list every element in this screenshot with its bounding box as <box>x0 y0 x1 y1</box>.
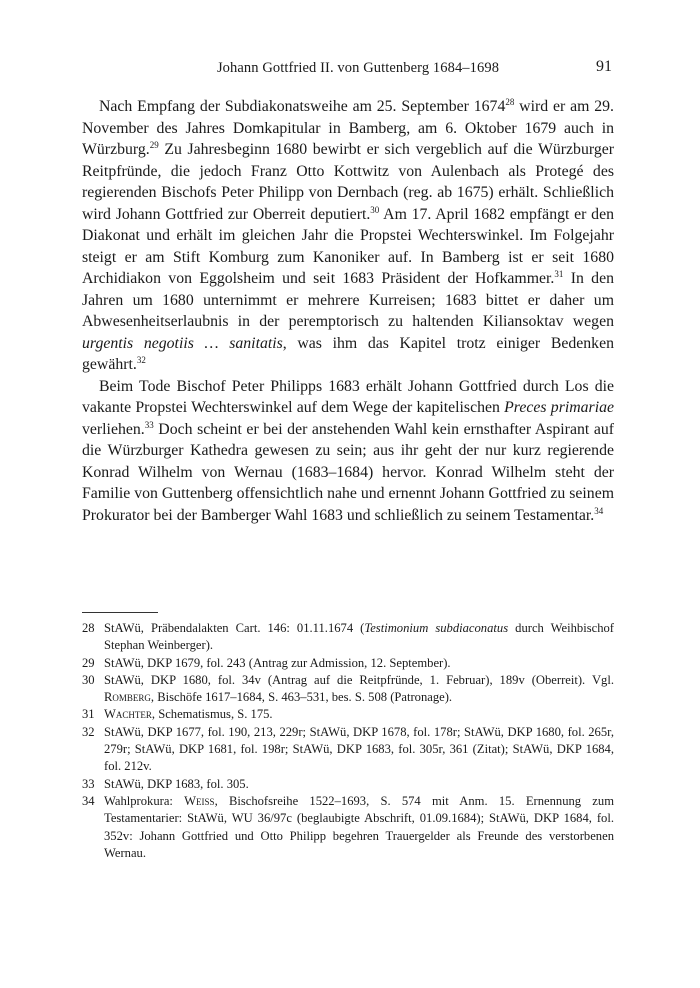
footnote <box>82 776 614 793</box>
text-run: Nach Empfang der Subdiakonatsweihe am 25. September 1674 <box>99 98 506 115</box>
text-run: Beim Tode Bischof Peter Philipps 1683 erhält Johann Gottfried durch Los die vakante Propstei Wechterswinkel auf dem Wege der kapitelischen <box>82 377 614 416</box>
text-run: , Bischofsreihe 1522–1693, S. 574 mit Anm. 15. Ernennung zum Testamentarier: StAWü, WU 36/97c (beglaubigte Abschrift, 01.09.1684); StAWü, DKP 1684, fol. 352v: Johann Gottfried und Otto Philipp begehren Trauergelder als Freunde des verstorbenen Wernau. <box>104 793 614 860</box>
footnote-reference: 31 <box>554 269 564 279</box>
text-run: Zu Jahresbeginn 1680 bewirbt er sich vergeblich auf die Würzburger Reitpfründe, die jedoch Franz Otto Kottwitz von Aulenbach als Protegé des regierenden Bischofs Peter Philipp von Dernbach (reg. ab 1675) erhält. Schließlich wird Johann Gottfried zur Oberreit deputiert. <box>82 141 614 223</box>
author-name: Weiss <box>184 793 215 808</box>
author-name: Wachter <box>104 707 152 722</box>
footnote <box>82 793 614 862</box>
main-text <box>82 96 614 526</box>
footnote <box>82 724 614 776</box>
footnote-number: 28 <box>82 621 95 635</box>
author-name: Romberg <box>104 690 151 705</box>
footnote <box>82 672 614 707</box>
footnote-reference: 33 <box>144 419 154 430</box>
paragraph <box>82 376 614 527</box>
footnote-number: 33 <box>82 776 95 791</box>
footnote-number: 32 <box>82 724 95 739</box>
text-run: StAWü, DKP 1683, fol. 305. <box>104 776 249 791</box>
text-run: StAWü, DKP 1679, fol. 243 (Antrag zur Admission, 12. September). <box>104 655 451 670</box>
footnote <box>82 620 614 655</box>
running-head <box>82 60 614 82</box>
text-run: Doch scheint er bei der anstehenden Wahl kein ernsthafter Aspirant auf die Würzburger Kathedra gewesen zu sein; aus ihr geht der nur kurz regierende Konrad Wilhelm von Wernau (1683–1684) hervor. Konrad Wilhelm steht der Familie von Guttenberg offensichtlich nahe und ernennt Johann Gottfried zu seinem Prokurator bei der Bamberger Wahl 1683 und schließlich zu seinem Testamentar. <box>82 420 614 524</box>
footnote-number: 30 <box>82 672 95 687</box>
footnote-reference: 32 <box>136 355 146 365</box>
footnote-reference: 30 <box>370 204 380 215</box>
italic-phrase: urgentis negotiis … sanitatis <box>82 334 283 352</box>
footnote-reference: 28 <box>505 97 515 107</box>
footnote <box>82 706 614 723</box>
text-run: verliehen. <box>82 420 145 438</box>
text-run: , Bischöfe 1617–1684, S. 463–531, bes. S. 508 (Patronage). <box>150 690 453 705</box>
text-run: durch Weihbischof Stephan Weinberger). <box>104 621 614 653</box>
text-run: StAWü, Präbendalakten Cart. 146: 01.11.1674 ( <box>104 621 365 635</box>
text-run: Am 17. April 1682 empfängt er den Diakonat und erhält im gleichen Jahr die Propstei Wechterswinkel. Im Folgejahr steigt er am Stift Komburg zum Kanoniker auf. In Bamberg ist er seit 1680 Archidiakon von Eggolsheim und seit 1683 Präsident der Hofkammer. <box>82 205 614 287</box>
footnote-separator <box>82 612 158 613</box>
text-run: StAWü, DKP 1680, fol. 34v (Antrag auf die Reitpfründe, 1. Februar), 189v (Oberreit). Vgl. <box>104 672 614 687</box>
footnote-reference: 34 <box>594 505 604 516</box>
text-run: Wahlprokura: <box>104 793 185 808</box>
text-run: wird er am 29. November des Jahres Domkapitular in Bamberg, am 6. Oktober 1679 auch in Würzburg. <box>82 98 614 158</box>
italic-phrase: Preces primariae <box>504 399 614 416</box>
text-run: , Schematismus, S. 175. <box>151 707 273 722</box>
text-run: In den Jahren um 1680 unternimmt er mehrere Kurreisen; 1683 bittet er daher um Abwesenheitserlaubnis in der peremptorisch zu haltenden Kiliansoktav wegen <box>82 270 614 330</box>
footnote-number: 31 <box>82 707 95 722</box>
italic-phrase: Testimonium subdiaconatus <box>364 621 509 635</box>
paragraph <box>82 96 614 376</box>
footnote-reference: 29 <box>149 140 159 150</box>
footnote <box>82 655 614 672</box>
footnote-number: 29 <box>82 655 95 670</box>
text-run: , was ihm das Kapitel trotz einiger Bedenken gewährt. <box>82 334 614 373</box>
footnotes-section <box>82 620 614 862</box>
running-head-title: Johann Gottfried II. von Guttenberg 1684–1698 <box>216 60 500 76</box>
text-run: StAWü, DKP 1677, fol. 190, 213, 229r; StAWü, DKP 1678, fol. 178r; StAWü, DKP 1680, fol. 265r, 279r; StAWü, DKP 1681, fol. 198r; StAWü, DKP 1683, fol. 305r, 361 (Zitat); StAWü, DKP 1684, fol. 212v. <box>104 724 614 774</box>
footnote-number: 34 <box>82 793 95 808</box>
page-number: 91 <box>596 58 612 75</box>
